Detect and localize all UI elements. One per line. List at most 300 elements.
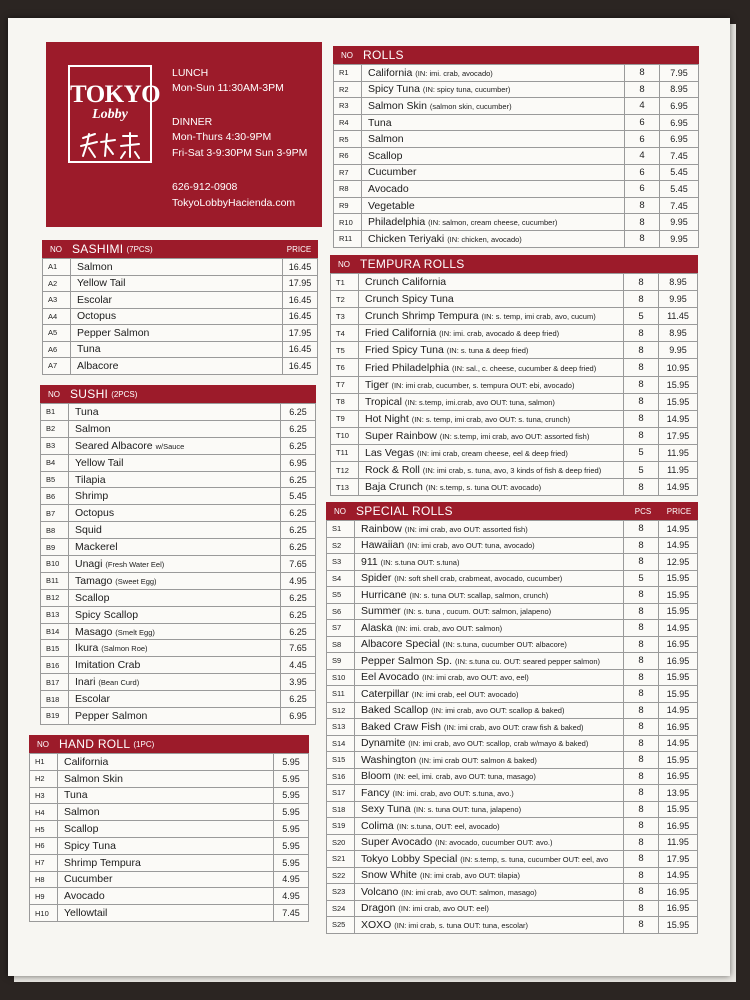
item-pcs: 5 (624, 570, 659, 587)
menu-item-row (43, 341, 318, 358)
item-code: R8 (334, 181, 362, 198)
item-name-cell (69, 437, 281, 454)
item-price: 6.25 (281, 589, 316, 606)
item-code: S24 (327, 900, 355, 917)
item-price: 6.25 (281, 404, 316, 421)
item-code: B12 (41, 589, 69, 606)
item-pcs: 8 (624, 537, 659, 554)
menu-item-row (327, 752, 698, 769)
menu-item-row (331, 308, 698, 325)
menu-item-row (30, 871, 309, 888)
item-price: 6.25 (281, 420, 316, 437)
item-description: (IN: imi crab OUT: salmon & baked) (418, 755, 537, 765)
item-name: Summer (361, 605, 401, 618)
item-pcs: 5 (624, 308, 659, 325)
item-name-cell (58, 905, 274, 922)
item-description: (IN: chicken, avocado) (447, 234, 522, 244)
item-description: (IN: s.tuna, OUT: eel, avocado) (396, 821, 500, 831)
item-code: R10 (334, 214, 362, 231)
item-description: (IN: s. temp, imi crab, avo OUT: s. tuna, crunch) (411, 414, 571, 424)
item-name-cell (71, 259, 283, 276)
item-price: 6.25 (281, 437, 316, 454)
menu-item-row (334, 164, 699, 181)
item-price: 7.45 (660, 197, 699, 214)
hand-roll-header (29, 735, 309, 753)
item-name-cell (359, 359, 624, 376)
item-name-cell (58, 821, 274, 838)
item-price: 6.95 (660, 98, 699, 115)
menu-item-row (41, 572, 316, 589)
section-title: TEMPURA ROLLS (360, 257, 465, 271)
item-price: 17.95 (283, 275, 318, 292)
menu-item-row (43, 308, 318, 325)
menu-item-row (327, 686, 698, 703)
item-code: A1 (43, 259, 71, 276)
item-name: Volcano (361, 885, 399, 898)
item-name: Baked Craw Fish (361, 720, 441, 733)
menu-item-row (327, 554, 698, 571)
item-name: Inari (75, 676, 96, 689)
item-code: T2 (331, 291, 359, 308)
item-name: Las Vegas (365, 446, 415, 459)
item-description: (IN: imi crab, avo OUT: eel) (398, 904, 489, 914)
item-name-cell (355, 587, 624, 604)
item-code: T1 (331, 274, 359, 291)
item-name-cell (69, 505, 281, 522)
item-name: Washington (361, 753, 417, 766)
menu-item-row (331, 274, 698, 291)
col-no-header: NO (334, 506, 346, 516)
menu-item-row (41, 556, 316, 573)
item-name-cell (69, 404, 281, 421)
item-code: A5 (43, 325, 71, 342)
item-price: 16.45 (283, 292, 318, 309)
item-pcs: 8 (624, 587, 659, 604)
item-pcs: 4 (625, 98, 660, 115)
item-name: Philadelphia (368, 216, 426, 229)
item-description: (IN: imi crab, cream cheese, eel & deep fried) (416, 448, 568, 458)
item-name-cell (58, 804, 274, 821)
item-name: Scallop (368, 149, 403, 162)
item-pcs: 8 (625, 65, 660, 82)
item-name-cell (355, 719, 624, 736)
item-code: B13 (41, 606, 69, 623)
item-code: T10 (331, 427, 359, 444)
item-name: Shrimp Tempura (64, 856, 141, 869)
item-price: 4.45 (281, 657, 316, 674)
item-name: Crunch Shrimp Tempura (365, 310, 479, 323)
item-name-cell (359, 479, 624, 496)
item-name: California (368, 66, 413, 79)
item-price: 11.45 (659, 308, 698, 325)
menu-item-row (43, 292, 318, 309)
section-subtitle: (2PCS) (111, 389, 138, 399)
item-price: 5.95 (274, 787, 309, 804)
menu-item-row (30, 770, 309, 787)
item-code: B7 (41, 505, 69, 522)
item-description: (IN: imi crab, avo OUT: tuna, avocado) (407, 541, 535, 551)
item-code: A7 (43, 358, 71, 375)
item-name-cell (355, 801, 624, 818)
item-price: 9.95 (660, 230, 699, 247)
section-title: SASHIMI (72, 242, 124, 256)
item-description: (IN: s. temp, imi crab, avo, cucum) (481, 312, 596, 322)
item-price: 17.95 (283, 325, 318, 342)
menu-item-row (327, 636, 698, 653)
item-name: Pepper Salmon (75, 709, 148, 722)
menu-item-row (334, 197, 699, 214)
item-pcs: 8 (624, 359, 659, 376)
item-name: Chicken Teriyaki (368, 232, 445, 245)
menu-item-row (334, 230, 699, 247)
item-name-cell (362, 214, 625, 231)
item-pcs: 5 (624, 444, 659, 461)
item-price: 16.45 (283, 341, 318, 358)
item-name-cell (355, 702, 624, 719)
item-name: Albacore Special (361, 638, 440, 651)
menu-item-row (327, 834, 698, 851)
item-pcs: 8 (624, 735, 659, 752)
item-pcs: 8 (624, 768, 659, 785)
item-pcs: 8 (624, 376, 659, 393)
item-name: Albacore (77, 359, 119, 372)
item-name-cell (69, 589, 281, 606)
item-code: S22 (327, 867, 355, 884)
item-name-cell (69, 539, 281, 556)
item-name: Squid (75, 524, 102, 537)
item-description: (IN: avocado, cucumber OUT: avo.) (434, 838, 553, 848)
item-name-cell (362, 147, 625, 164)
item-price: 15.95 (659, 669, 698, 686)
item-name-cell (355, 834, 624, 851)
item-name: Octopus (75, 507, 115, 520)
item-name-cell (71, 308, 283, 325)
item-name-cell (355, 554, 624, 571)
menu-item-row (327, 719, 698, 736)
item-name: Cucumber (64, 873, 113, 886)
item-name-cell (355, 603, 624, 620)
item-name-cell (359, 274, 624, 291)
item-code: B19 (41, 708, 69, 725)
item-name-cell (359, 462, 624, 479)
item-name: Salmon Skin (368, 99, 427, 112)
item-price: 5.95 (274, 854, 309, 871)
item-price: 6.25 (281, 606, 316, 623)
item-price: 5.95 (274, 754, 309, 771)
col-no-header: NO (341, 50, 353, 60)
item-code: H5 (30, 821, 58, 838)
item-price: 6.95 (660, 131, 699, 148)
item-description: (IN: imi crab, cucumber, s. tempura OUT: ebi, avocado) (391, 380, 575, 390)
item-code: B1 (41, 404, 69, 421)
item-description: (IN: imi crab, avo OUT: salmon, masago) (401, 887, 537, 897)
item-name: Scallop (64, 823, 99, 836)
item-price: 17.95 (659, 427, 698, 444)
item-name-cell (355, 867, 624, 884)
item-name-cell (58, 871, 274, 888)
item-name-cell (359, 291, 624, 308)
item-price: 6.95 (281, 454, 316, 471)
item-code: H8 (30, 871, 58, 888)
item-name: Spicy Tuna (64, 839, 116, 852)
item-description: (IN: s.tuna, cucumber OUT: albacore) (442, 640, 567, 650)
menu-item-row (41, 623, 316, 640)
item-name-cell (71, 358, 283, 375)
item-description: (IN: imi. crab, avo OUT: s.tuna, avo.) (392, 788, 514, 798)
item-code: S9 (327, 653, 355, 670)
item-name-cell (69, 657, 281, 674)
menu-item-row (334, 114, 699, 131)
item-code: S1 (327, 521, 355, 538)
item-price: 16.95 (659, 636, 698, 653)
item-description: (IN: imi crab, avo OUT: scallop, crab w/mayo & baked) (408, 739, 589, 749)
item-code: S13 (327, 719, 355, 736)
item-price: 15.95 (659, 393, 698, 410)
logo-line1: TOKYO (70, 81, 161, 108)
item-price: 6.25 (281, 471, 316, 488)
item-pcs: 8 (624, 554, 659, 571)
menu-item-row (327, 801, 698, 818)
item-pcs: 8 (624, 427, 659, 444)
item-price: 4.95 (281, 572, 316, 589)
item-code: H7 (30, 854, 58, 871)
menu-item-row (327, 785, 698, 802)
menu-item-row (327, 768, 698, 785)
item-pcs: 8 (625, 197, 660, 214)
item-pcs: 8 (624, 719, 659, 736)
item-price: 14.95 (659, 521, 698, 538)
item-name: Imitation Crab (75, 659, 141, 672)
item-pcs: 6 (625, 181, 660, 198)
menu-item-row (331, 376, 698, 393)
item-name: Crunch Spicy Tuna (365, 293, 454, 306)
item-name-cell (69, 623, 281, 640)
item-name: Sexy Tuna (361, 803, 411, 816)
item-description: (IN: eel, imi. crab, avo OUT: tuna, masago) (393, 772, 536, 782)
menu-item-row (30, 821, 309, 838)
item-name-cell (69, 471, 281, 488)
item-price: 15.95 (659, 752, 698, 769)
item-price: 8.95 (659, 325, 698, 342)
item-code: B4 (41, 454, 69, 471)
item-price: 9.95 (659, 291, 698, 308)
item-pcs: 8 (624, 702, 659, 719)
item-name-cell (355, 735, 624, 752)
menu-item-row (334, 147, 699, 164)
sushi-section (40, 385, 316, 725)
item-price: 14.95 (659, 867, 698, 884)
item-code: S15 (327, 752, 355, 769)
item-price: 4.95 (274, 888, 309, 905)
item-name-cell (69, 522, 281, 539)
item-price: 16.95 (659, 818, 698, 835)
item-code: H1 (30, 754, 58, 771)
item-name: Seared Albacore (75, 439, 153, 452)
item-name-cell (362, 114, 625, 131)
item-description: (IN: imi crab, s. tuna OUT: tuna, escolar) (394, 920, 529, 930)
item-code: B14 (41, 623, 69, 640)
item-name: Escolar (77, 293, 113, 306)
item-price: 5.95 (274, 837, 309, 854)
special-rolls-header (326, 502, 698, 520)
item-name: Scallop (75, 591, 110, 604)
item-name-cell (58, 888, 274, 905)
restaurant-info-box (46, 42, 322, 227)
hand-roll-table (29, 753, 309, 922)
item-name-cell (359, 393, 624, 410)
item-price: 15.95 (659, 801, 698, 818)
menu-item-row (327, 702, 698, 719)
item-code: R2 (334, 81, 362, 98)
dinner-hours-weekend: Fri-Sat 3-9:30PM Sun 3-9PM (172, 147, 308, 159)
item-price: 5.45 (660, 164, 699, 181)
item-pcs: 8 (624, 818, 659, 835)
special-rolls-section (326, 502, 698, 934)
item-description: (Salmon Roe) (101, 644, 148, 654)
item-code: R6 (334, 147, 362, 164)
menu-item-row (41, 640, 316, 657)
item-code: T9 (331, 410, 359, 427)
menu-item-row (41, 505, 316, 522)
item-name-cell (355, 768, 624, 785)
item-name-cell (359, 410, 624, 427)
item-name-cell (355, 884, 624, 901)
item-code: S2 (327, 537, 355, 554)
item-description: (IN: s.tuna cu. OUT: seared pepper salmon) (454, 656, 601, 666)
menu-item-row (41, 674, 316, 691)
item-price: 5.45 (281, 488, 316, 505)
item-name: Spider (361, 572, 392, 585)
tempura-rolls-header (330, 255, 698, 273)
item-description: w/Sauce (155, 441, 185, 451)
item-pcs: 6 (625, 131, 660, 148)
item-code: B18 (41, 691, 69, 708)
item-code: B16 (41, 657, 69, 674)
item-name: Escolar (75, 693, 111, 706)
item-pcs: 8 (625, 230, 660, 247)
item-price: 6.25 (281, 522, 316, 539)
menu-item-row (30, 905, 309, 922)
item-code: R11 (334, 230, 362, 247)
item-code: H10 (30, 905, 58, 922)
item-price: 15.95 (659, 376, 698, 393)
item-code: B5 (41, 471, 69, 488)
item-description: (Smelt Egg) (115, 627, 155, 637)
item-description: (IN: imi crab, avo OUT: scallop & baked) (431, 706, 565, 716)
item-name: Avocado (64, 890, 105, 903)
item-code: S14 (327, 735, 355, 752)
item-price: 12.95 (659, 554, 698, 571)
item-name-cell (69, 708, 281, 725)
item-name: Salmon (64, 806, 100, 819)
item-price: 11.95 (659, 444, 698, 461)
menu-item-row (327, 818, 698, 835)
item-name-cell (355, 653, 624, 670)
item-name: Yellow Tail (75, 456, 124, 469)
rolls-table (333, 64, 699, 248)
item-description: (Sweet Egg) (115, 576, 157, 586)
item-code: T6 (331, 359, 359, 376)
item-pcs: 8 (624, 325, 659, 342)
item-price: 5.95 (274, 821, 309, 838)
item-pcs: 6 (625, 164, 660, 181)
item-code: B17 (41, 674, 69, 691)
item-name: Spicy Tuna (368, 83, 420, 96)
item-name-cell (58, 787, 274, 804)
item-name: Baja Crunch (365, 481, 423, 494)
item-code: S12 (327, 702, 355, 719)
item-name-cell (355, 818, 624, 835)
item-price: 14.95 (659, 537, 698, 554)
item-name: Tilapia (75, 473, 106, 486)
item-pcs: 8 (624, 479, 659, 496)
item-pcs: 8 (624, 801, 659, 818)
item-name: Fried California (365, 327, 437, 340)
item-name: Salmon Skin (64, 772, 123, 785)
item-pcs: 8 (624, 603, 659, 620)
item-code: T11 (331, 444, 359, 461)
menu-item-row (334, 131, 699, 148)
section-title: HAND ROLL (59, 737, 131, 751)
menu-item-row (327, 603, 698, 620)
menu-item-row (327, 537, 698, 554)
item-description: (IN: imi crab, s. tuna, avo, 3 kinds of fish & deep fried) (422, 466, 602, 476)
item-name-cell (355, 900, 624, 917)
item-price: 11.95 (659, 834, 698, 851)
item-name-cell (58, 854, 274, 871)
item-description: (IN: s.tuna OUT: s.tuna) (380, 557, 460, 567)
item-price: 6.25 (281, 691, 316, 708)
menu-item-row (334, 81, 699, 98)
col-no-header: NO (338, 259, 350, 269)
item-price: 14.95 (659, 735, 698, 752)
item-price: 3.95 (281, 674, 316, 691)
item-price: 15.95 (659, 603, 698, 620)
item-name: Tropical (365, 395, 402, 408)
item-name-cell (359, 325, 624, 342)
item-name: Bloom (361, 770, 391, 783)
item-price: 14.95 (659, 702, 698, 719)
item-description: (IN: s.temp, imi crab, avo OUT: assorted fish) (439, 431, 590, 441)
section-subtitle: (1PC) (133, 739, 155, 749)
dinner-label: DINNER (172, 116, 213, 128)
item-price: 5.95 (274, 770, 309, 787)
section-subtitle: (7PCS) (126, 244, 153, 254)
menu-item-row (327, 884, 698, 901)
item-price: 16.95 (659, 719, 698, 736)
menu-item-row (331, 342, 698, 359)
item-description: (IN: s.temp, imi.crab, avo OUT: tuna, salmon) (404, 397, 555, 407)
item-price: 10.95 (659, 359, 698, 376)
item-name: Pepper Salmon (77, 326, 150, 339)
menu-item-row (331, 427, 698, 444)
menu-item-row (327, 917, 698, 934)
logo-line2: Lobby (92, 107, 128, 122)
item-name: Pepper Salmon Sp. (361, 654, 453, 667)
menu-item-row (41, 539, 316, 556)
tempura-rolls-section (330, 255, 698, 496)
menu-item-row (327, 587, 698, 604)
item-price: 7.45 (660, 147, 699, 164)
item-price: 6.25 (281, 623, 316, 640)
item-code: R3 (334, 98, 362, 115)
item-name-cell (355, 620, 624, 637)
item-description: (IN: imi crab, eel OUT: avocado) (411, 689, 519, 699)
item-name-cell (69, 556, 281, 573)
item-code: S5 (327, 587, 355, 604)
menu-item-row (30, 854, 309, 871)
item-code: S8 (327, 636, 355, 653)
